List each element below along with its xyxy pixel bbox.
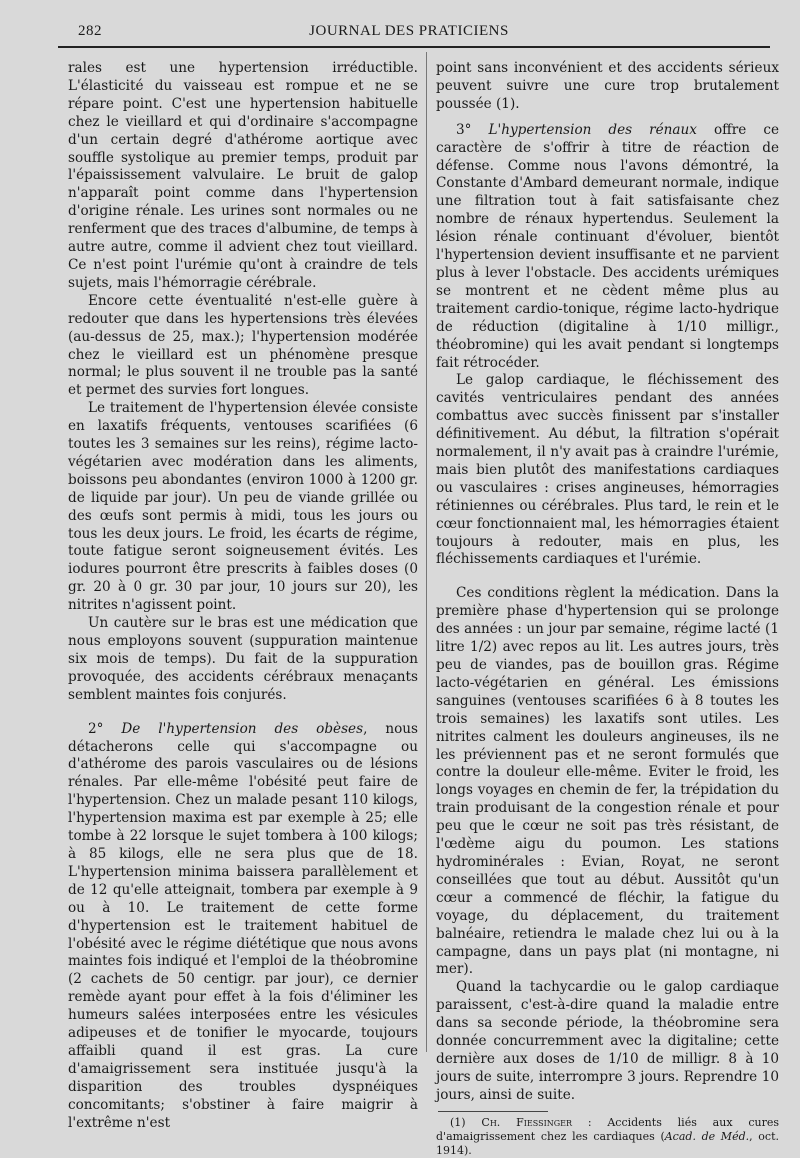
paragraph: Un cautère sur le bras est une médication que nous employons souvent (suppuration maintenue six mois de temps). Du fait de la suppuration provoquée, des accidents cérébraux menaçants semblent maintes fois conjurés. [68,615,418,703]
paragraph: 2° De l'hypertension des obèses, nous détacherons celle qui s'accompagne ou d'athérome des parois vasculaires ou de lésions rénales. Par elle-même l'obésité peut faire de l'hypertension. Chez un malade pesant 110 kilogs, l'hypertension maxima est par exemple à 25; elle tombe à 22 lorsque le sujet tombera à 100 kilogs; à 85 kilogs, elle ne sera plus que de 18. L'hypertension minima baissera parallèlement et de 12 qu'elle atteignait, tombera par exemple à 9 ou à 10. Le traitement de cette forme d'hypertension est le traitement habituel de l'obésité avec le régime diététique que nous avons maintes fois indiqué et l'emploi de la théobromine (2 cachets de 50 centigr. par jour), ce dernier remède ayant pour effet à la fois d'éliminer les humeurs salées interposées entre les vésicules adipeuses et de tonifier le myocarde, toujours affaibli quand il est gras. La cure d'amaigrissement sera instituée jusqu'à la disparition des troubles dyspnéiques concomitants; s'obstiner à faire maigrir à l'extrême n'est [68,720,418,1131]
footnote-rule [438,1111,548,1112]
footnote: (1) Ch. Fiessinger : Accidents liés aux cures d'amaigrissement chez les cardiaques (Acad. de Méd., oct. 1914). [436,1115,779,1157]
left-column [68,60,418,1132]
header-rule [58,46,770,48]
page-number: 282 [78,23,102,39]
paragraph: Le traitement de l'hypertension élevée consiste en laxatifs fréquents, ventouses scarifiées (6 toutes les 3 semaines sur les reins), régime lacto-végétarien avec modération dans les aliments, boissons peu abondantes (environ 1000 à 1200 gr. de liquide par jour). Un peu de viande grillée ou des œufs sont permis à midi, tous les jours ou tous les deux jours. Le froid, les écarts de régime, toute fatigue seront soigneusement évités. Les iodures pourront être prescrits à faibles doses (0 gr. 20 à 0 gr. 30 par jour, 10 jours sur 20), les nitrites n'agissent point. [68,400,418,614]
paragraph: 3° L'hypertension des rénaux offre ce caractère de s'offrir à titre de réaction de défense. Comme nous l'avons démontré, la Constante d'Ambard demeurant normale, indique une filtration tout à fait satisfaisante chez nombre de rénaux hypertendus. Seulement la lésion rénale continuant d'évoluer, bientôt l'hypertension devient insuffisante et ne parvient plus à lever l'obstacle. Des accidents urémiques se montrent et ne cèdent même plus au traitement cardio-tonique, régime lacto-hydrique de réduction (digitaline à 1/10 milligr., théobromine) qui les avait pendant si longtemps fait rétrocéder. [436,121,779,371]
page-header [58,20,760,44]
paragraph: point sans inconvénient et des accidents sérieux peuvent suivre une cure trop brutalement poussée (1). [436,60,779,112]
right-column [436,60,779,1158]
paragraph: rales est une hypertension irréductible. L'élasticité du vaisseau est rompue et ne se répare point. C'est une hypertension habituelle chez le vieillard et qui d'ordinaire s'accompagne d'un certain degré d'athérome aortique avec souffle systolique au premier temps, produit par l'épaississement valvulaire. Le bruit de galop n'apparaît point comme dans l'hypertension d'origine rénale. Les urines sont normales ou ne renferment que des traces d'albumine, de temps à autre autre, comme il advient chez tout vieillard. Ce n'est point l'urémie qu'ont à craindre de tels sujets, mais l'hémorragie cérébrale. [68,60,418,291]
column-divider [426,52,427,1052]
section-heading: De l'hypertension des obèses [121,720,364,737]
journal-title: JOURNAL DES PRATICIENS [309,23,509,39]
section-heading: L'hypertension des rénaux [488,121,697,138]
paragraph: Encore cette éventualité n'est-elle guère à redouter que dans les hypertensions très élevées (au-dessus de 25, max.); l'hypertension modérée chez le vieillard est un phénomène presque normal; le plus souvent il ne trouble pas la santé et permet des survies fort longues. [68,292,418,399]
paragraph: Ces conditions règlent la médication. Dans la première phase d'hypertension qui se prolonge des années : un jour par semaine, régime lacté (1 litre 1/2) avec repos au lit. Les autres jours, très peu de viandes, pas de bouillon gras. Régime lacto-végétarien en général. Les émissions sanguines (ventouses scarifiées 6 à 8 toutes les trois semaines) les laxatifs sont utiles. Les nitrites calment les douleurs angineuses, ils ne les préviennent pas et ne seront formulés que contre la douleur elle-même. Eviter le froid, les longs voyages en chemin de fer, la trépidation du train produisant de la congestion rénale et pour peu que le cœur ne soit pas très résistant, de l'œdème aigu du poumon. Les stations hydrominérales : Evian, Royat, ne seront conseillées que tout au début. Aussitôt qu'un cœur a commencé de fléchir, la fatigue du voyage, du déplacement, du traitement balnéaire, retiendra le malade chez lui ou à la campagne, dans un pays plat (ni montagne, ni mer). [436,585,779,978]
footnote-source: Acad. de Méd. [664,1129,750,1143]
footnote-author: Ch. Fiessinger [481,1115,572,1129]
paragraph: Le galop cardiaque, le fléchissement des cavités ventriculaires pendant des années combattus avec succès finissent par s'installer définitivement. Au début, la filtration s'opérait normalement, il n'y avait pas à craindre l'urémie, mais bien plutôt des manifestations cardiaques ou vasculaires : crises angineuses, hémorragies rétiniennes ou cérébrales. Plus tard, le rein et le cœur fonctionnaient mal, les hémorragies étaient toujours à redouter, mais en plus, les fléchissements cardiaques et l'urémie. [436,372,779,568]
paragraph: Quand la tachycardie ou le galop cardiaque paraissent, c'est-à-dire quand la maladie entre dans sa seconde période, la théobromine sera donnée concurremment avec la digitaline; cette dernière aux doses de 1/10 de milligr. 8 à 10 jours de suite, interrompre 3 jours. Reprendre 10 jours, ainsi de suite. [436,979,779,1103]
